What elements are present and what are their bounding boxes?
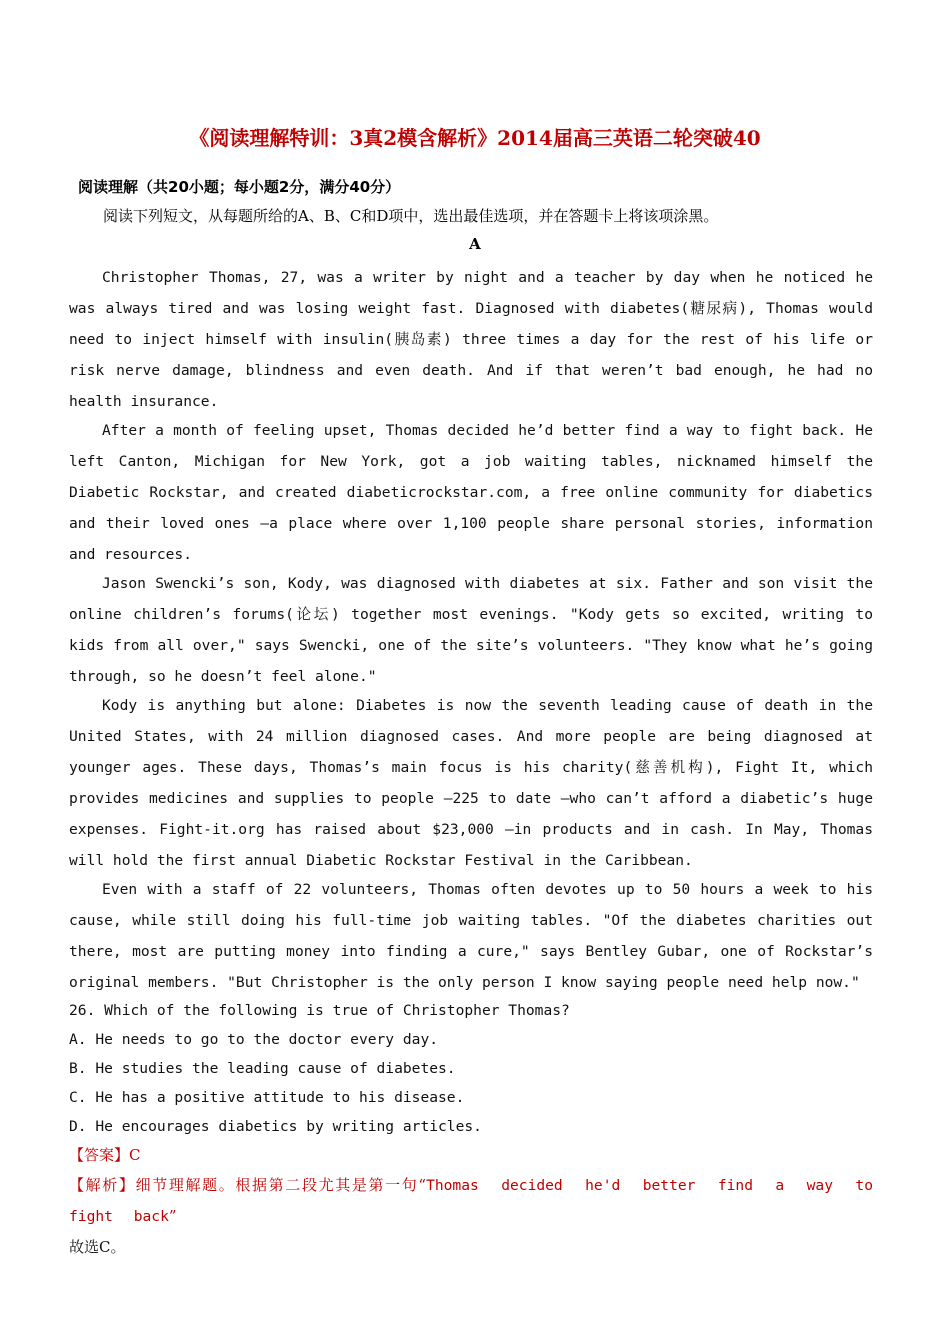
analysis-close: ” [168,1207,177,1225]
conclusion: 故选C。 [69,1238,126,1256]
option-d: D. He encourages diabetics by writing articles. [69,1118,482,1135]
passage-label: A [469,235,481,253]
section-heading: 阅读理解（共20小题；每小题2分，满分40分） [78,178,401,196]
paragraph-3: Jason Swencki’s son, Kody, was diagnosed with diabetes at six. Father and son visit the online children’s forums(论坛) together most evenings. "Kody gets so excited, writing to kids from all over," says Swencki, one of the site’s volunteers. "They know what he’s going through, so he doesn’t feel alone." [69,575,873,685]
passage-body [69,262,873,1263]
answer-value: C [129,1146,141,1164]
option-a: A. He needs to go to the doctor every day. [69,1031,439,1048]
paragraph-1: Christopher Thomas, 27, was a writer by night and a teacher by day when he noticed he was always tired and was losing weight fast. Diagnosed with diabetes(糖尿病), Thomas would need to inject himself with insulin(胰岛素) three times a day for the rest of his life or risk nerve damage, blindness and even death. And if that weren’t bad enough, he had no health insurance. [69,269,873,410]
analysis-label: 【解析】 [69,1176,136,1194]
answer-label: 【答案】 [69,1146,130,1164]
analysis-text: 细节理解题。根据第二段尤其是第一句“ [135,1176,427,1194]
option-c: C. He has a positive attitude to his disease. [69,1089,465,1106]
paragraph-2: After a month of feeling upset, Thomas decided he’d better find a way to fight back. He left Canton, Michigan for New York, got a job waiting tables, nicknamed himself the Diabetic Rockstar, and created diabeticrockstar.com, a free online community for diabetics and their loved ones —a place where over 1,100 people share personal stories, information and resources. [69,422,873,563]
paragraph-4: Kody is anything but alone: Diabetes is now the seventh leading cause of death in the United States, with 24 million diagnosed cases. And more people are being diagnosed at younger ages. These days, Thomas’s main focus is his charity(慈善机构), Fight It, which provides medicines and supplies to people —225 to date —who can’t afford a diabetic’s huge expenses. Fight-it.org has raised about $23,000 —in products and in cash. In May, Thomas will hold the first annual Diabetic Rockstar Festival in the Caribbean. [69,697,873,869]
instructions: 阅读下列短文，从每题所给的A、B、C和D项中，选出最佳选项，并在答题卡上将该项涂黑。 [103,207,719,225]
option-b: B. He studies the leading cause of diabetes. [69,1060,456,1077]
analysis-quote: Thomas decided he'd better find a way to fight back [69,1177,873,1225]
answer-line [69,1141,873,1170]
paragraph-5: Even with a staff of 22 volunteers, Thomas often devotes up to 50 hours a week to his cause, while still doing his full-time job waiting tables. "Of the diabetes charities out there, most are putting money into finding a cure," says Bentley Gubar, one of Rockstar’s original members. "But Christopher is the only person I know saying people need help now." [69,881,873,991]
question-stem: 26. Which of the following is true of Christopher Thomas? [69,1002,570,1019]
analysis-line [69,1170,873,1232]
document-title: 《阅读理解特训：3真2模含解析》2014届高三英语二轮突破40 [189,126,761,150]
